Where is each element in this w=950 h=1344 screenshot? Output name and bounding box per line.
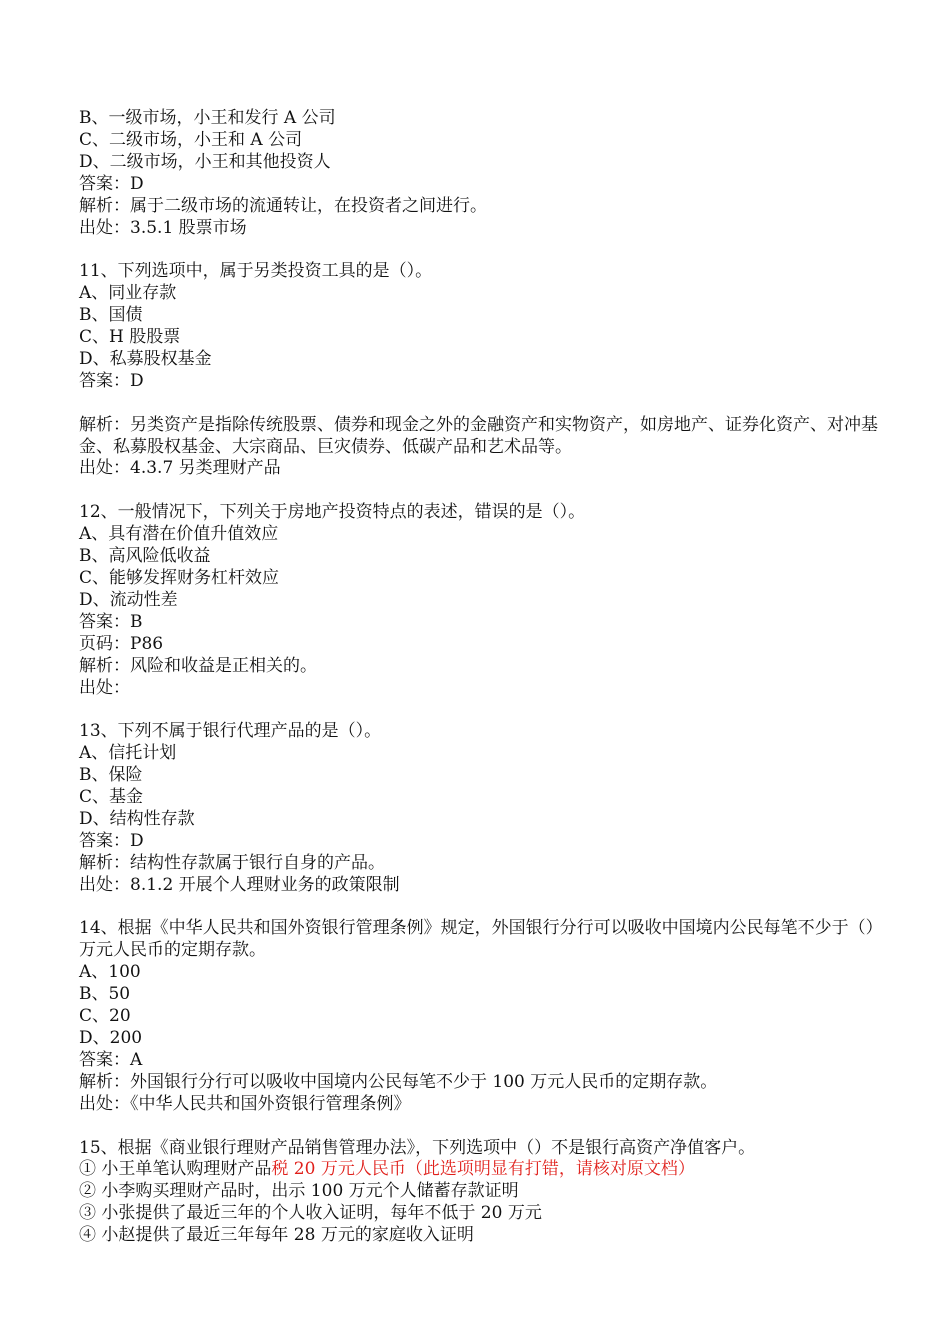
- question-14: [79, 918, 879, 1115]
- document-page: [79, 108, 879, 1247]
- option-a: A、100: [79, 962, 141, 983]
- item-2: ② 小李购买理财产品时，出示 100 万元个人储蓄存款证明: [79, 1181, 519, 1202]
- source: 出处：《中华人民共和国外资银行管理条例》: [79, 1093, 411, 1114]
- question-12: [79, 502, 879, 699]
- question-15: [79, 1138, 879, 1248]
- answer: 答案：D: [79, 173, 144, 194]
- option-d: D、私募股权基金: [79, 348, 212, 369]
- option-c: C、H 股股票: [79, 327, 181, 348]
- option-b: B、一级市场，小王和发行 A 公司: [79, 108, 336, 128]
- spacer: [79, 897, 879, 919]
- page-ref: 页码：P86: [79, 633, 164, 654]
- item-3: ③ 小张提供了最近三年的个人收入证明，每年不低于 20 万元: [79, 1203, 542, 1224]
- item-1-text: ① 小王单笔认购理财产品: [79, 1159, 272, 1180]
- spacer: [79, 393, 879, 415]
- question-10-tail: [79, 108, 879, 239]
- option-c: C、基金: [79, 787, 144, 808]
- option-d: D、200: [79, 1027, 143, 1048]
- option-c: C、能够发挥财务杠杆效应: [79, 567, 280, 588]
- option-d: D、二级市场，小王和其他投资人: [79, 151, 331, 172]
- analysis: 解析：属于二级市场的流通转让，在投资者之间进行。: [79, 195, 487, 216]
- question-text: 13、下列不属于银行代理产品的是（）。: [79, 721, 382, 742]
- option-b: B、保险: [79, 765, 143, 786]
- option-a: A、信托计划: [79, 743, 177, 764]
- option-a: A、具有潜在价值升值效应: [79, 524, 279, 545]
- answer: 答案：A: [79, 1049, 143, 1070]
- analysis: 解析：结构性存款属于银行自身的产品。: [79, 852, 385, 873]
- source: 出处：: [79, 677, 130, 698]
- option-c: C、二级市场，小王和 A 公司: [79, 129, 303, 150]
- source: 出处：8.1.2 开展个人理财业务的政策限制: [79, 874, 400, 895]
- option-b: B、高风险低收益: [79, 546, 211, 567]
- answer: 答案：D: [79, 370, 144, 391]
- spacer: [79, 1116, 879, 1138]
- question-text: 15、根据《商业银行理财产品销售管理办法》，下列选项中（）不是银行高资产净值客户。: [79, 1137, 756, 1158]
- analysis: 解析：风险和收益是正相关的。: [79, 655, 317, 676]
- option-b: B、50: [79, 984, 131, 1005]
- question-text: 11、下列选项中，属于另类投资工具的是（）。: [79, 261, 433, 282]
- source: 出处：4.3.7 另类理财产品: [79, 458, 281, 479]
- spacer: [79, 239, 879, 261]
- question-text: 12、一般情况下，下列关于房地产投资特点的表述，错误的是（）。: [79, 502, 586, 523]
- item-4: ④ 小赵提供了最近三年每年 28 万元的家庭收入证明: [79, 1225, 474, 1246]
- option-d: D、结构性存款: [79, 808, 195, 829]
- option-b: B、国债: [79, 305, 143, 326]
- question-text: 14、根据《中华人民共和国外资银行管理条例》规定，外国银行分行可以吸收中国境内公民每笔不少于（）万元人民币的定期存款。: [79, 918, 875, 961]
- analysis: 解析：外国银行分行可以吸收中国境内公民每笔不少于 100 万元人民币的定期存款。: [79, 1071, 718, 1092]
- source: 出处：3.5.1 股票市场: [79, 217, 247, 238]
- answer: 答案：B: [79, 611, 143, 632]
- analysis: 解析：另类资产是指除传统股票、债券和现金之外的金融资产和实物资产，如房地产、证券化资产、对冲基金、私募股权基金、大宗商品、巨灾债券、低碳产品和艺术品等。: [79, 414, 878, 457]
- question-13: [79, 721, 879, 896]
- spacer: [79, 699, 879, 721]
- option-d: D、流动性差: [79, 589, 178, 610]
- item-1-highlight: 税 20 万元人民币（此选项明显有打错，请核对原文档）: [271, 1159, 695, 1180]
- answer: 答案：D: [79, 830, 144, 851]
- item-1: [79, 1159, 879, 1181]
- option-c: C、20: [79, 1006, 131, 1027]
- question-11: [79, 261, 879, 480]
- spacer: [79, 480, 879, 502]
- option-a: A、同业存款: [79, 283, 177, 304]
